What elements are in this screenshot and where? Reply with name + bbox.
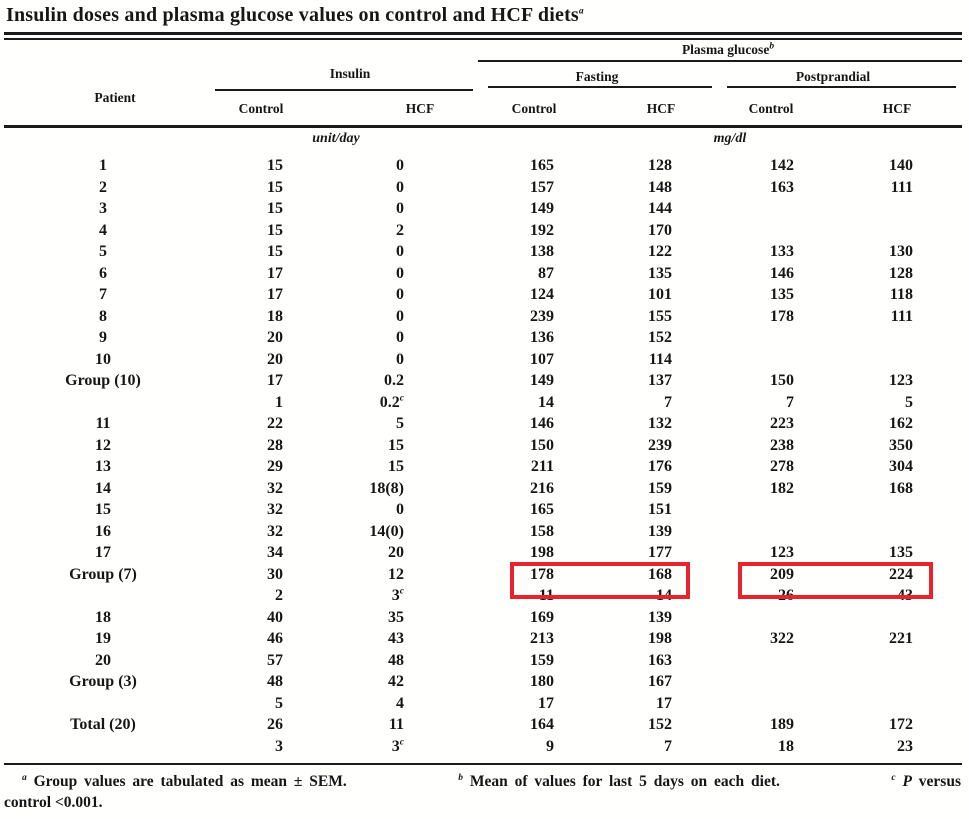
subheader-fasting-control: Control (511, 101, 557, 116)
units-insulin: unit/day (312, 131, 360, 146)
cell-insulin-hcf: 11 (388, 716, 404, 733)
cell-fasting-hcf: 152 (648, 329, 672, 346)
cell-fasting-control: 11 (538, 587, 554, 604)
cell-patient (8, 736, 198, 758)
cell-insulin-hcf: 0 (396, 157, 404, 174)
cell-insulin-control: 22 (267, 415, 283, 432)
cell-insulin-control: 20 (267, 350, 283, 368)
cell-postprandial-hcf: 111 (890, 178, 913, 196)
cell-postprandial-hcf: 350 (889, 436, 913, 454)
cell-patient: Group (3) (69, 673, 137, 690)
cell-postprandial-control (682, 220, 804, 242)
cell-patient: Group (10) (65, 372, 141, 389)
cell-postprandial-control: 163 (770, 178, 794, 196)
top-rule-secondary (4, 38, 962, 40)
cell-fasting-hcf: 168 (648, 565, 672, 583)
cell-fasting-hcf: 7 (664, 393, 672, 411)
cell-postprandial-hcf: 23 (897, 737, 913, 755)
cell-patient (8, 392, 198, 414)
cell-fasting-hcf: 198 (648, 630, 672, 647)
footnote-line-2: control <0.001. (4, 794, 103, 811)
cell-insulin-control: 29 (267, 458, 283, 475)
cell-insulin-hcf: 42 (388, 673, 404, 690)
cell-postprandial-hcf (804, 327, 923, 349)
header-divider-rule (4, 125, 962, 128)
postprandial-header: Postprandial (795, 69, 871, 84)
cell-fasting-hcf: 132 (648, 415, 672, 432)
cell-insulin-control: 17 (267, 286, 283, 303)
cell-postprandial-hcf (804, 671, 923, 693)
cell-patient: 18 (95, 608, 111, 626)
cell-fasting-hcf: 144 (648, 200, 672, 217)
cell-insulin-hcf: 0 (396, 329, 404, 346)
cell-patient: 8 (99, 307, 107, 325)
footnote-b: $^b$ Mean of values for last 5 days on each diet. (458, 772, 780, 790)
cell-fasting-hcf: 170 (648, 221, 672, 239)
cell-insulin-hcf: 0 (396, 200, 404, 217)
cell-fasting-hcf: 139 (648, 522, 672, 540)
cell-fasting-control: 124 (530, 286, 554, 303)
cell-fasting-control: 150 (530, 436, 554, 454)
cell-postprandial-control: 18 (778, 737, 794, 755)
cell-fasting-control: 213 (530, 630, 554, 647)
subheader-fasting-hcf: HCF (646, 101, 676, 116)
cell-fasting-hcf: 128 (648, 157, 672, 174)
cell-fasting-hcf: 101 (648, 286, 672, 303)
cell-postprandial-hcf: 128 (889, 264, 913, 282)
cell-insulin-hcf: 43 (388, 630, 404, 647)
cell-postprandial-hcf: 172 (889, 716, 913, 733)
cell-patient: 9 (99, 329, 107, 346)
cell-patient: 4 (99, 221, 107, 239)
fasting-rule (488, 86, 712, 88)
cell-patient: 2 (99, 178, 107, 196)
cell-patient: 5 (99, 243, 107, 260)
subheader-insulin-control: Control (238, 101, 284, 116)
cell-patient: 12 (95, 436, 111, 454)
cell-fasting-control: 169 (530, 608, 554, 626)
cell-postprandial-control: 133 (770, 243, 794, 260)
cell-insulin-hcf: 14(0) (369, 522, 404, 540)
cell-postprandial-control: 209 (770, 565, 794, 583)
cell-patient: 16 (95, 522, 111, 540)
cell-postprandial-control: 189 (770, 716, 794, 733)
footnote-c: $^c$ P versus (891, 772, 961, 790)
cell-fasting-hcf: 137 (648, 372, 672, 389)
cell-fasting-control: 136 (530, 329, 554, 346)
cell-fasting-hcf: 159 (648, 479, 672, 497)
cell-postprandial-control: 322 (770, 630, 794, 647)
cell-postprandial-hcf: 140 (889, 157, 913, 174)
cell-postprandial-hcf (804, 499, 923, 521)
table-title: Insulin doses and plasma glucose values on control and HCF diets$^a$ (6, 4, 584, 26)
cell-insulin-control: 2 (275, 587, 283, 604)
cell-insulin-hcf: 15 (388, 436, 404, 454)
cell-patient: 7 (99, 286, 107, 303)
cell-insulin-hcf: 20 (388, 544, 404, 561)
cell-postprandial-hcf: 43 (897, 587, 913, 604)
cell-patient: 10 (95, 350, 111, 368)
cell-insulin-control: 5 (275, 694, 283, 712)
cell-fasting-hcf: 114 (648, 350, 672, 368)
cell-insulin-control: 40 (267, 608, 283, 626)
cell-insulin-control: 17 (267, 372, 283, 389)
cell-insulin-hcf: 0 (396, 243, 404, 260)
cell-postprandial-hcf: 111 (890, 307, 913, 325)
cell-insulin-hcf: 0 (396, 350, 404, 368)
subheader-insulin-hcf: HCF (405, 101, 435, 116)
cell-insulin-control: 32 (267, 479, 283, 497)
cell-postprandial-hcf (804, 349, 923, 371)
cell-postprandial-control (682, 327, 804, 349)
cell-fasting-control: 164 (530, 716, 554, 733)
cell-insulin-control: 46 (267, 630, 283, 647)
cell-fasting-control: 149 (530, 200, 554, 217)
cell-fasting-control: 107 (530, 350, 554, 368)
cell-insulin-hcf: 3$^c$ (391, 586, 404, 604)
cell-postprandial-hcf: 168 (889, 479, 913, 497)
subheader-postprandial-hcf: HCF (882, 101, 912, 116)
cell-postprandial-control (682, 693, 804, 715)
cell-insulin-hcf: 18(8) (369, 479, 404, 497)
cell-postprandial-control (682, 671, 804, 693)
cell-postprandial-control (682, 650, 804, 672)
cell-insulin-hcf: 0 (396, 286, 404, 303)
cell-insulin-hcf: 15 (388, 458, 404, 475)
cell-insulin-hcf: 48 (388, 651, 404, 669)
cell-postprandial-hcf: 304 (889, 458, 913, 475)
cell-postprandial-hcf: 118 (889, 286, 913, 303)
cell-postprandial-control (682, 198, 804, 220)
footnote-a: $^a$ Group values are tabulated as mean ± SEM. (22, 772, 347, 790)
cell-postprandial-control (682, 499, 804, 521)
cell-insulin-control: 3 (275, 737, 283, 755)
cell-fasting-control: 9 (546, 737, 554, 755)
cell-postprandial-control (682, 521, 804, 543)
cell-patient: 14 (95, 479, 111, 497)
cell-postprandial-control: 150 (770, 372, 794, 389)
cell-fasting-control: 138 (530, 243, 554, 260)
cell-insulin-control: 15 (267, 221, 283, 239)
cell-insulin-control: 20 (267, 329, 283, 346)
cell-postprandial-hcf: 5 (905, 393, 913, 411)
cell-fasting-control: 239 (530, 307, 554, 325)
cell-insulin-control: 15 (267, 200, 283, 217)
cell-postprandial-control: 146 (770, 264, 794, 282)
cell-insulin-hcf: 3$^c$ (391, 737, 404, 755)
cell-fasting-hcf: 167 (648, 673, 672, 690)
cell-fasting-hcf: 177 (648, 544, 672, 561)
cell-insulin-control: 15 (267, 178, 283, 196)
cell-patient: Group (7) (69, 565, 137, 583)
cell-postprandial-hcf (804, 220, 923, 242)
cell-insulin-control: 1 (275, 393, 283, 411)
cell-fasting-control: 178 (530, 565, 554, 583)
cell-patient (8, 693, 198, 715)
cell-postprandial-hcf (804, 650, 923, 672)
cell-patient: 6 (99, 264, 107, 282)
subheader-postprandial-control: Control (748, 101, 794, 116)
cell-fasting-control: 17 (538, 694, 554, 712)
cell-fasting-hcf: 7 (664, 737, 672, 755)
bottom-rule (4, 763, 962, 765)
cell-fasting-control: 14 (538, 393, 554, 411)
cell-postprandial-hcf: 123 (889, 372, 913, 389)
plasma-glucose-rule (478, 60, 962, 62)
cell-insulin-hcf: 5 (396, 415, 404, 432)
cell-fasting-control: 211 (530, 458, 554, 475)
cell-insulin-control: 48 (267, 673, 283, 690)
cell-fasting-control: 198 (530, 544, 554, 561)
cell-patient: 17 (95, 544, 111, 561)
cell-postprandial-hcf (804, 607, 923, 629)
cell-insulin-control: 15 (267, 243, 283, 260)
cell-insulin-hcf: 0 (396, 501, 404, 518)
cell-fasting-control: 157 (530, 178, 554, 196)
cell-fasting-control: 180 (530, 673, 554, 690)
plasma-glucose-group-header: Plasma glucose$^b$ (681, 41, 775, 57)
cell-postprandial-control: 135 (770, 286, 794, 303)
cell-postprandial-control (682, 349, 804, 371)
cell-patient: 13 (95, 458, 111, 475)
cell-postprandial-hcf: 135 (889, 544, 913, 561)
cell-fasting-control: 146 (530, 415, 554, 432)
cell-fasting-control: 149 (530, 372, 554, 389)
cell-postprandial-hcf (804, 521, 923, 543)
cell-fasting-hcf: 155 (648, 307, 672, 325)
cell-postprandial-control (682, 607, 804, 629)
cell-patient: 1 (99, 157, 107, 174)
cell-fasting-hcf: 151 (648, 501, 672, 518)
cell-insulin-hcf: 4 (396, 694, 404, 712)
cell-fasting-control: 159 (530, 651, 554, 669)
cell-fasting-hcf: 239 (648, 436, 672, 454)
cell-insulin-hcf: 0.2$^c$ (379, 393, 404, 411)
cell-fasting-hcf: 14 (656, 587, 672, 604)
cell-fasting-control: 216 (530, 479, 554, 497)
cell-postprandial-control: 182 (770, 479, 794, 497)
cell-postprandial-control: 238 (770, 436, 794, 454)
cell-insulin-control: 30 (267, 565, 283, 583)
cell-fasting-control: 192 (530, 221, 554, 239)
cell-fasting-control: 165 (530, 157, 554, 174)
cell-insulin-hcf: 2 (396, 221, 404, 239)
cell-patient: 11 (95, 415, 111, 432)
cell-postprandial-control: 278 (770, 458, 794, 475)
cell-postprandial-hcf: 162 (889, 415, 913, 432)
cell-insulin-control: 17 (267, 264, 283, 282)
cell-insulin-control: 34 (267, 544, 283, 561)
cell-patient: Total (20) (70, 716, 136, 733)
footnote-line-1 (22, 773, 961, 791)
highlight-box-postprandial (738, 562, 933, 599)
cell-fasting-hcf: 17 (656, 694, 672, 712)
top-rule-primary (4, 32, 962, 35)
cell-fasting-hcf: 135 (648, 264, 672, 282)
cell-postprandial-control: 142 (770, 157, 794, 174)
cell-fasting-hcf: 139 (648, 608, 672, 626)
cell-insulin-control: 32 (267, 522, 283, 540)
units-glucose: mg/dl (713, 131, 747, 146)
cell-insulin-control: 32 (267, 501, 283, 518)
cell-insulin-hcf: 35 (388, 608, 404, 626)
cell-postprandial-hcf (804, 198, 923, 220)
fasting-header: Fasting (575, 69, 619, 84)
cell-insulin-control: 26 (267, 716, 283, 733)
cell-insulin-control: 18 (267, 307, 283, 325)
cell-insulin-hcf: 0 (396, 264, 404, 282)
cell-fasting-control: 165 (530, 501, 554, 518)
postprandial-rule (727, 86, 956, 88)
cell-insulin-hcf: 12 (388, 565, 404, 583)
cell-postprandial-control: 123 (770, 544, 794, 561)
cell-fasting-hcf: 148 (648, 178, 672, 196)
cell-insulin-hcf: 0 (396, 307, 404, 325)
cell-postprandial-control: 223 (770, 415, 794, 432)
cell-patient (8, 585, 198, 607)
cell-insulin-hcf: 0.2 (384, 372, 404, 389)
insulin-group-header: Insulin (329, 66, 371, 81)
cell-fasting-hcf: 152 (648, 716, 672, 733)
cell-insulin-control: 57 (267, 651, 283, 669)
cell-postprandial-control: 7 (786, 393, 794, 411)
cell-fasting-hcf: 176 (648, 458, 672, 475)
cell-insulin-control: 28 (267, 436, 283, 454)
cell-postprandial-control: 178 (770, 307, 794, 325)
cell-postprandial-hcf: 224 (889, 565, 913, 583)
patient-column-header: Patient (94, 90, 136, 105)
cell-postprandial-hcf: 130 (889, 243, 913, 260)
cell-fasting-control: 87 (538, 264, 554, 282)
cell-postprandial-hcf (804, 693, 923, 715)
cell-fasting-hcf: 122 (648, 243, 672, 260)
cell-fasting-control: 158 (530, 522, 554, 540)
highlight-box-fasting (510, 562, 690, 599)
cell-insulin-hcf: 0 (396, 178, 404, 196)
cell-fasting-hcf: 163 (648, 651, 672, 669)
cell-patient: 3 (99, 200, 107, 217)
cell-postprandial-hcf: 221 (889, 630, 913, 647)
cell-patient: 15 (95, 501, 111, 518)
cell-patient: 20 (95, 651, 111, 669)
cell-patient: 19 (95, 630, 111, 647)
insulin-rule (215, 89, 473, 91)
data-grid (8, 155, 923, 757)
cell-postprandial-control: 26 (778, 587, 794, 604)
cell-insulin-control: 15 (267, 157, 283, 174)
